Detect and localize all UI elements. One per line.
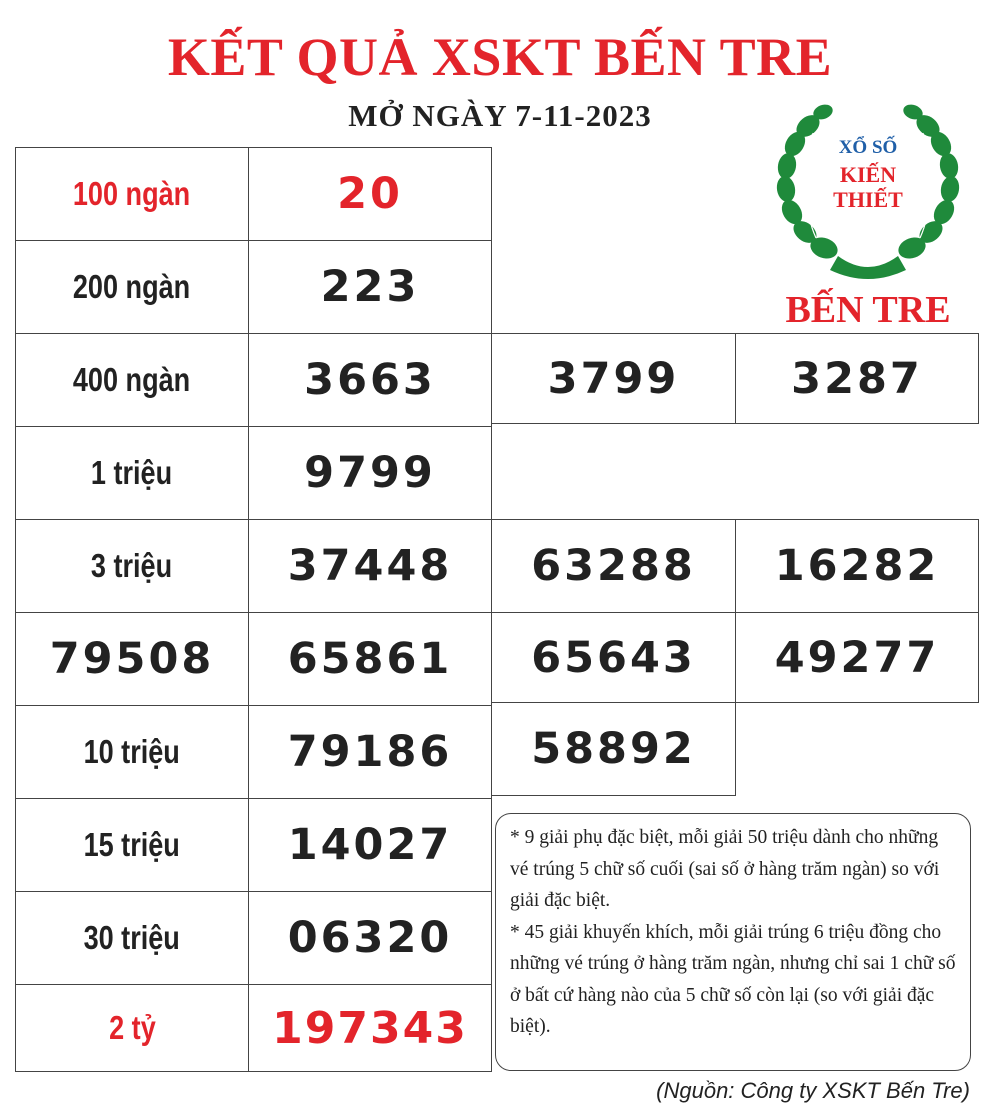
prize-number-cell (15, 612, 249, 706)
prize-number-cell (735, 612, 979, 703)
prize-label-special (15, 984, 249, 1072)
prize-number-cell (735, 333, 979, 424)
prize-number: 3663 (304, 355, 436, 405)
prize-number-cell (248, 426, 492, 520)
prize-label-3m (15, 519, 249, 613)
prize-label-10m (15, 705, 249, 799)
prize-label: 200 ngàn (73, 268, 191, 305)
prize-number-cell (248, 891, 492, 985)
special-prize-number: 197343 (272, 1002, 468, 1054)
prize-number-cell (491, 612, 736, 703)
source-credit: (Nguồn: Công ty XSKT Bến Tre) (656, 1078, 970, 1103)
prize-number-cell (248, 798, 492, 892)
logo-line-3: THIẾT (833, 187, 903, 212)
prize-number-cell (491, 519, 736, 613)
prize-number: 3287 (791, 353, 923, 404)
prize-number: 49277 (774, 632, 940, 683)
prize-number: 37448 (287, 541, 453, 591)
prize-number-cell (248, 984, 492, 1072)
prize-label: 100 ngàn (73, 175, 191, 212)
prize-number-cell (248, 147, 492, 241)
prize-number: 58892 (531, 724, 696, 774)
prize-number: 65643 (531, 632, 696, 683)
prize-number: 79508 (49, 634, 215, 684)
prize-number-cell (491, 333, 736, 424)
prize-label-15m (15, 798, 249, 892)
logo-line-2: KIẾN (839, 162, 897, 187)
prize-number: 06320 (287, 913, 453, 963)
prize-label-30m (15, 891, 249, 985)
prize-number-cell (248, 612, 492, 706)
prize-number-cell (735, 519, 979, 613)
notes-box (495, 813, 971, 1071)
prize-label: 10 triệu (83, 733, 181, 770)
prize-label-200k (15, 240, 249, 334)
note-item: * 9 giải phụ đặc biệt, mỗi giải 50 triệu dành cho những vé trúng 5 chữ số cuối (sai số ở hàng trăm ngàn) so với giải đặc biệt. (510, 827, 940, 911)
prize-label: 30 triệu (83, 919, 181, 956)
ben-tre-logo (768, 88, 968, 331)
prize-number: 16282 (774, 541, 940, 591)
prize-label: 3 triệu (91, 547, 173, 584)
prize-number: 3799 (547, 353, 680, 404)
note-item: * 45 giải khuyến khích, mỗi giải trúng 6 triệu đồng cho những vé trúng ở hàng trăm ngàn, nhưng chỉ sai 1 chữ số ở bất cứ hàng nào của 5 chữ số còn lại (so với giải đặc biệt). (510, 921, 956, 1037)
prize-number-cell (248, 705, 492, 799)
prize-number: 63288 (531, 541, 696, 591)
prize-number-cell (248, 240, 492, 334)
prize-number: 65861 (287, 634, 453, 684)
draw-date: MỞ NGÀY 7-11-2023 (348, 98, 652, 133)
prize-label: 15 triệu (83, 826, 181, 863)
prize-number: 79186 (287, 727, 453, 777)
prize-label-400k (15, 333, 249, 427)
logo-line-1: XỔ SỐ (838, 137, 898, 158)
prize-number: 20 (337, 169, 403, 219)
prize-number: 223 (320, 262, 420, 312)
prize-number-cell (248, 333, 492, 427)
prize-number-cell (248, 519, 492, 613)
prize-label: 1 triệu (91, 454, 173, 491)
prize-label: 2 tỷ (108, 1009, 156, 1046)
prize-number: 9799 (304, 448, 436, 498)
logo-name: BẾN TRE (785, 289, 951, 331)
prize-label: 400 ngàn (73, 361, 191, 398)
page-title: KẾT QUẢ XSKT BẾN TRE (167, 27, 833, 87)
prize-label-1m (15, 426, 249, 520)
prize-label-100k (15, 147, 249, 241)
prize-number: 14027 (287, 820, 453, 870)
prize-number-cell (491, 702, 736, 796)
